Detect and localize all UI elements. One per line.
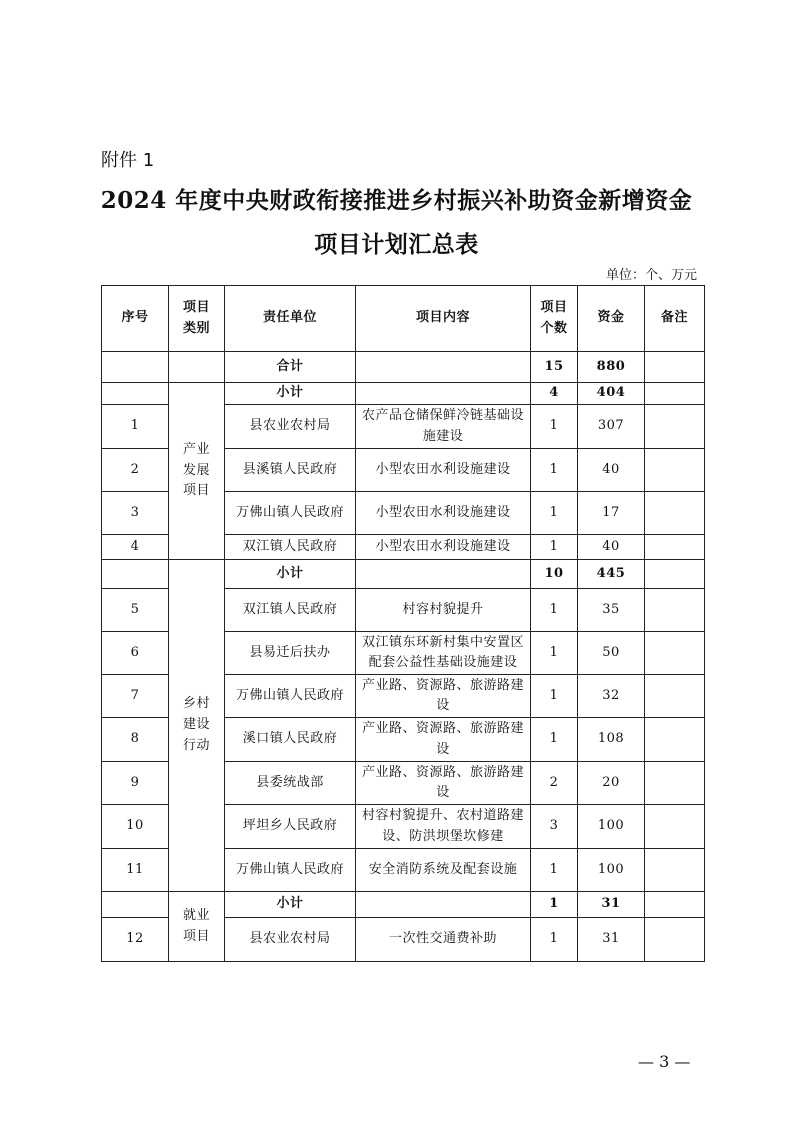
seq-cell: 2	[102, 449, 169, 492]
remark-cell	[645, 675, 705, 718]
unit-cell: 万佛山镇人民政府	[225, 675, 356, 718]
unit-cell: 双江镇人民政府	[225, 589, 356, 632]
funds-cell: 20	[578, 762, 645, 805]
content-cell: 小型农田水利设施建设	[356, 535, 531, 560]
funds-cell: 40	[578, 449, 645, 492]
content-cell: 村容村貌提升、农村道路建设、防洪坝堡坎修建	[356, 805, 531, 849]
funds-cell: 17	[578, 492, 645, 535]
document-title-line-1: 2024 年度中央财政衔接推进乡村振兴补助资金新增资金	[100, 187, 693, 214]
seq-cell: 11	[102, 849, 169, 892]
funds-cell: 100	[578, 805, 645, 849]
seq-cell: 5	[102, 589, 169, 632]
unit-cell: 坪坦乡人民政府	[225, 805, 356, 849]
funds-cell: 100	[578, 849, 645, 892]
content-cell: 产业路、资源路、旅游路建设	[356, 762, 531, 805]
remark-cell	[645, 632, 705, 675]
subtotal-count: 1	[531, 892, 578, 918]
seq-cell: 8	[102, 718, 169, 762]
unit-cell: 溪口镇人民政府	[225, 718, 356, 762]
seq-cell: 6	[102, 632, 169, 675]
funds-cell: 108	[578, 718, 645, 762]
header-seq: 序号	[102, 286, 169, 352]
remark-cell	[645, 849, 705, 892]
remark-cell	[645, 535, 705, 560]
total-row	[102, 352, 705, 383]
count-cell: 1	[531, 675, 578, 718]
unit-cell: 万佛山镇人民政府	[225, 492, 356, 535]
unit-cell: 双江镇人民政府	[225, 535, 356, 560]
header-remark: 备注	[645, 286, 705, 352]
header-row	[102, 286, 705, 352]
header-unit: 责任单位	[225, 286, 356, 352]
unit-cell: 县溪镇人民政府	[225, 449, 356, 492]
category-cell: 就业项目	[169, 892, 225, 962]
project-summary-table	[101, 285, 705, 962]
content-cell: 村容村貌提升	[356, 589, 531, 632]
content-cell: 产业路、资源路、旅游路建设	[356, 675, 531, 718]
total-funds: 880	[578, 352, 645, 383]
seq-cell: 7	[102, 675, 169, 718]
subtotal-label: 小计	[225, 383, 356, 405]
funds-cell: 31	[578, 918, 645, 962]
funds-cell: 35	[578, 589, 645, 632]
count-cell: 1	[531, 632, 578, 675]
remark-cell	[645, 918, 705, 962]
count-cell: 1	[531, 918, 578, 962]
unit-cell: 县易迁后扶办	[225, 632, 356, 675]
unit-label: 单位：个、万元	[605, 268, 697, 283]
count-cell: 1	[531, 405, 578, 449]
category-cell: 乡村建设行动	[169, 560, 225, 892]
funds-cell: 32	[578, 675, 645, 718]
count-cell: 1	[531, 492, 578, 535]
subtotal-label: 小计	[225, 892, 356, 918]
subtotal-row	[102, 383, 705, 405]
count-cell: 1	[531, 449, 578, 492]
count-cell: 1	[531, 849, 578, 892]
content-cell: 双江镇东环新村集中安置区配套公益性基础设施建设	[356, 632, 531, 675]
annex-label: 附件 1	[101, 150, 155, 171]
unit-cell: 县委统战部	[225, 762, 356, 805]
funds-cell: 50	[578, 632, 645, 675]
seq-cell: 10	[102, 805, 169, 849]
subtotal-funds: 31	[578, 892, 645, 918]
content-cell: 农产品仓储保鲜冷链基础设施建设	[356, 405, 531, 449]
document-title-line-2: 项目计划汇总表	[314, 231, 479, 258]
unit-cell: 县农业农村局	[225, 918, 356, 962]
subtotal-count: 4	[531, 383, 578, 405]
content-cell: 小型农田水利设施建设	[356, 449, 531, 492]
remark-cell	[645, 405, 705, 449]
subtotal-label: 小计	[225, 560, 356, 589]
subtotal-count: 10	[531, 560, 578, 589]
seq-cell: 9	[102, 762, 169, 805]
funds-cell: 40	[578, 535, 645, 560]
remark-cell	[645, 718, 705, 762]
count-cell: 1	[531, 535, 578, 560]
header-funds: 资金	[578, 286, 645, 352]
funds-cell: 307	[578, 405, 645, 449]
seq-cell: 12	[102, 918, 169, 962]
remark-cell	[645, 805, 705, 849]
count-cell: 3	[531, 805, 578, 849]
count-cell: 1	[531, 589, 578, 632]
count-cell: 1	[531, 718, 578, 762]
content-cell: 安全消防系统及配套设施	[356, 849, 531, 892]
count-cell: 2	[531, 762, 578, 805]
seq-cell: 3	[102, 492, 169, 535]
subtotal-funds: 445	[578, 560, 645, 589]
subtotal-funds: 404	[578, 383, 645, 405]
content-cell: 产业路、资源路、旅游路建设	[356, 718, 531, 762]
remark-cell	[645, 449, 705, 492]
remark-cell	[645, 492, 705, 535]
total-count: 15	[531, 352, 578, 383]
remark-cell	[645, 589, 705, 632]
content-cell: 小型农田水利设施建设	[356, 492, 531, 535]
subtotal-row	[102, 560, 705, 589]
remark-cell	[645, 762, 705, 805]
unit-cell: 万佛山镇人民政府	[225, 849, 356, 892]
page-number: — 3 —	[638, 1052, 691, 1071]
content-cell: 一次性交通费补助	[356, 918, 531, 962]
unit-cell: 县农业农村局	[225, 405, 356, 449]
seq-cell: 1	[102, 405, 169, 449]
header-count: 项目个数	[531, 286, 578, 352]
category-cell: 产业发展项目	[169, 383, 225, 560]
header-content: 项目内容	[356, 286, 531, 352]
total-label: 合计	[225, 352, 356, 383]
subtotal-row	[102, 892, 705, 918]
seq-cell: 4	[102, 535, 169, 560]
header-category: 项目类别	[169, 286, 225, 352]
